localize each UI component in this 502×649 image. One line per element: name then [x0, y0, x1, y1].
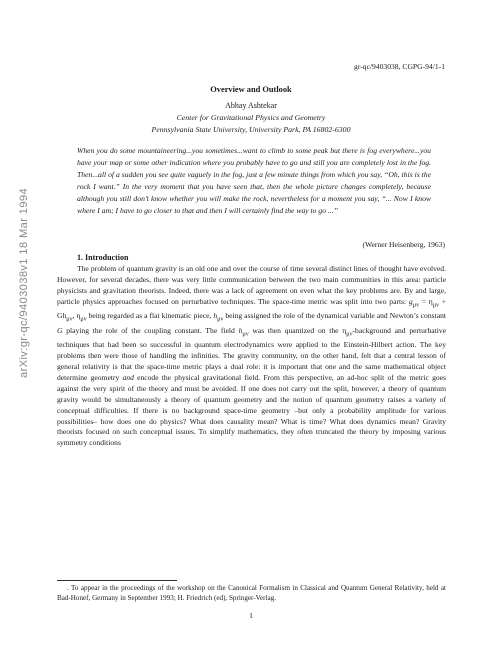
page-number: 1 — [249, 611, 253, 620]
paper-title: Overview and Outlook — [210, 85, 292, 94]
math-operator: , η — [72, 311, 81, 321]
math-symbol: h — [238, 325, 243, 335]
body-text-segment: The problem of quantum gravity is an old one and over the course of time several distinct lines of thought have evolved. However, for several decades, there was very little communication between the two main communities in this area: particle physicists and gravitation theorists. Indeed, there was a lack of agreement on even what the key problems are. By and large, particle physics approaches focused on perturbative techniques. The space-time metric was split into two parts: — [57, 264, 446, 306]
report-number: gr-qc/9403038, CGPG-94/1-1 — [354, 62, 445, 71]
body-text-segment: playing the role of the coupling constant. The field — [62, 325, 239, 335]
section-heading: 1. Introduction — [77, 253, 129, 262]
body-text-segment: encode the physical gravitational field. From this perspective, an ad-hoc split of the metric goes against the very spirit of the theory and must be avoided. If one does not carry out the split, however, a theory of quantum gravity would be simultaneously a theory of quantum geometry and the notion of quantum geometry raises a variety of conceptual difficulties. If there is no background space-time geometry –but only a probability amplitude for various possibilities– how does one do physics? What does causality mean? What is time? What does dynamics mean? Gravity theorists focused on such conceptual issues. To simplify mathematics, they often truncated the theory by imposing various symmetry conditions — [57, 372, 447, 448]
math-subscript: μν — [242, 330, 249, 338]
body-text-segment: -background and perturbative techniques that had been so successful in quantum electrodynamics were applied to the Einstein-Hilbert action. The key problems then were those of handling the infinities. The gravity community, on the other hand, felt that a central lesson of general relativity is that the space-time metric plays a dual role: it is important that one and the same mathematical object determine geometry — [57, 325, 447, 382]
introduction-paragraph — [57, 264, 446, 449]
footnote-text: . To appear in the proceedings of the workshop on the Canonical Formalism in Classical and Quantum General Relativity, held at Bad-Honef, Germany in September 1993; H. Friedrich (ed), Springer-Verlag. — [57, 584, 446, 602]
body-text-segment: being regarded as a flat kinematic piece, — [86, 311, 214, 321]
math-operator: = η — [418, 296, 433, 306]
epigraph-attribution: (Werner Heisenberg, 1963) — [362, 240, 445, 249]
affiliation-line-2: Pennsylvania State University, University Park, PA 16802-6300 — [151, 125, 351, 134]
emphasis-text: and — [122, 372, 134, 382]
math-symbol: η — [342, 325, 347, 335]
math-symbol: G — [57, 325, 63, 335]
math-symbol: g — [408, 296, 413, 306]
math-subscript: μν — [432, 301, 439, 309]
body-text-segment: being assigned the role of the dynamical variable and Newton’s constant — [223, 311, 446, 321]
author-name: Abhay Ashtekar — [225, 101, 277, 110]
math-symbol: h — [213, 311, 218, 321]
footnote-rule — [57, 580, 177, 581]
math-subscript: μν — [346, 330, 353, 338]
math-operator: + Gh — [57, 296, 446, 321]
affiliation-line-1: Center for Gravitational Physics and Geometry — [176, 113, 326, 122]
arxiv-identifier-stamp: arXiv:gr-qc/9403038v1 18 Mar 1994 — [18, 187, 30, 378]
math-subscript: μν — [412, 301, 419, 309]
math-subscript: μν — [217, 315, 224, 323]
epigraph-quote: When you do some mountaineering...you sometimes...want to climb to some peak but there is fog everywhere...you have your map or some other indication where you probably have to go and still you are completely lost in the fog. Then...all of a sudden you see quite vaguely in the fog, just a few minute things from which you say, “Oh, this is the rock I want.” In the very moment that you have seen that, then the whole picture changes completely, because although you still don’t know whether you will make the rock, nevertheless for a moment you say, “... Now I know where I am; I have to go closer to that and then I will certainly find the way to go ...” — [77, 146, 431, 215]
body-text-segment: was then quantized on the — [248, 325, 343, 335]
math-subscript: μν — [80, 315, 87, 323]
math-subscript: μν — [66, 315, 73, 323]
